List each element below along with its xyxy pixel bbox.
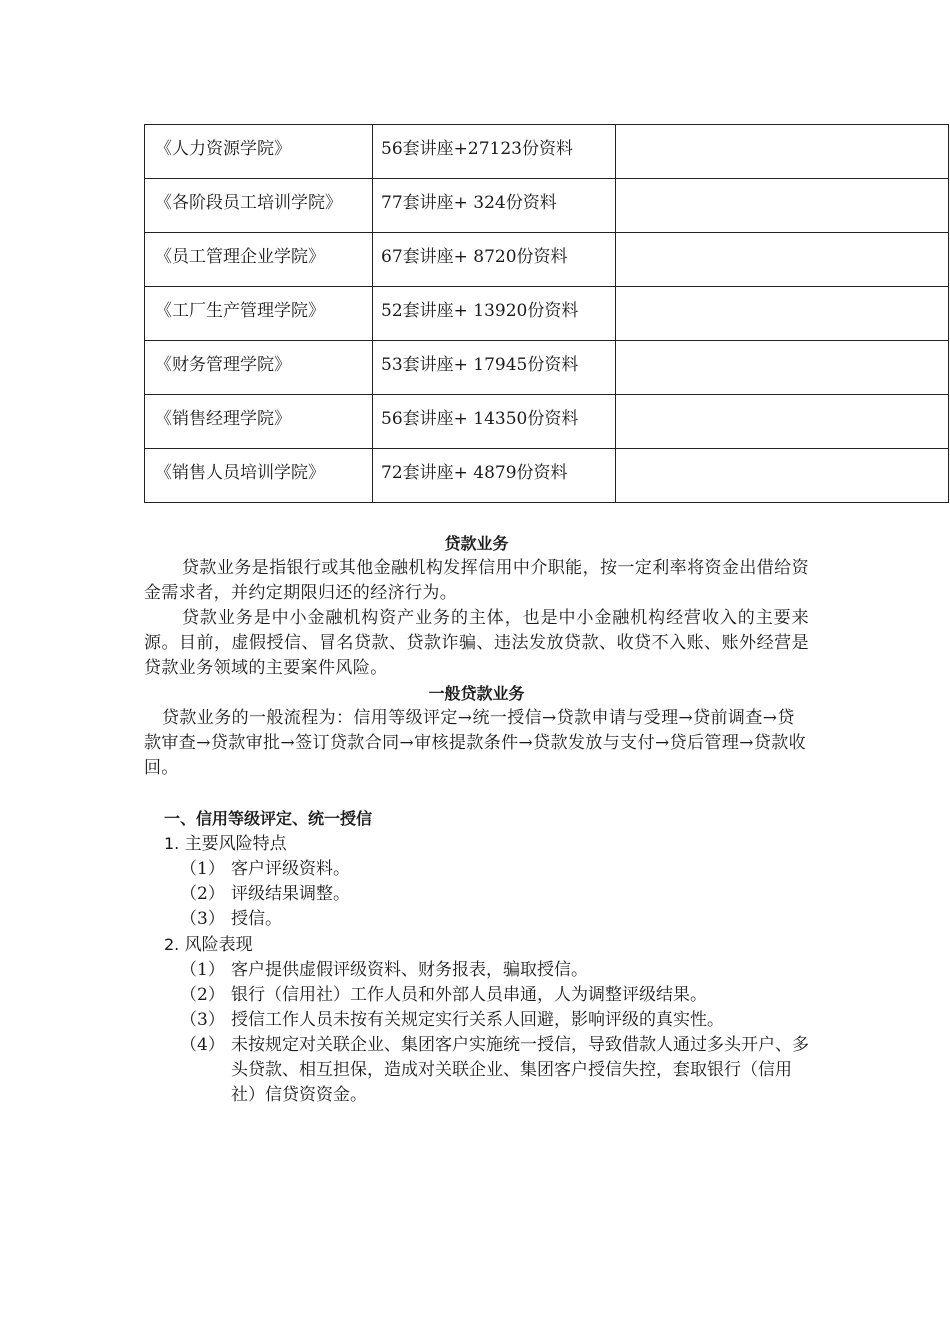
course-note [616,395,949,449]
course-name: 《人力资源学院》 [145,125,373,179]
table-row [145,233,949,287]
course-note [616,287,949,341]
list-marker: （3） [180,1010,225,1030]
course-content: 53套讲座+ 17945份资料 [373,341,616,395]
list-text: 授信。 [231,909,282,929]
course-table [144,124,949,503]
list-text: 未按规定对关联企业、集团客户实施统一授信，导致借款人通过多头开户、多头贷款、相互担保，造成对关联企业、集团客户授信失控，套取银行（信用社）信贷资资金。 [231,1035,809,1105]
document-body [144,531,809,1108]
list-text: 客户评级资料。 [231,859,350,879]
course-note [616,179,949,233]
subsection-heading [144,932,809,958]
list-text: 授信工作人员未按有关规定实行关系人回避，影响评级的真实性。 [231,1010,724,1030]
table-row [145,449,949,503]
course-content: 56套讲座+27123份资料 [373,125,616,179]
course-note [616,341,949,395]
table-row [145,341,949,395]
section-heading: 一、信用等级评定、统一授信 [164,809,373,828]
table-row [145,125,949,179]
subsection-heading [144,831,809,857]
course-name: 《各阶段员工培训学院》 [145,179,373,233]
paragraph: 贷款业务是指银行或其他金融机构发挥信用中介职能，按一定利率将资金出借给资金需求者，并约定期限归还的经济行为。 [144,558,809,603]
course-content: 67套讲座+ 8720份资料 [373,233,616,287]
table-row [145,395,949,449]
subsection-number: 1. [164,834,180,853]
list-text: 客户提供虚假评级资料、财务报表，骗取授信。 [231,960,588,980]
list-marker: （2） [180,884,225,904]
list-text: 银行（信用社）工作人员和外部人员串通，人为调整评级结果。 [231,985,707,1005]
course-name: 《工厂生产管理学院》 [145,287,373,341]
list-item [144,882,809,907]
section-title-general: 一般贷款业务 [428,684,525,703]
table-row [145,287,949,341]
list-item [144,983,809,1008]
list-marker: （3） [180,909,225,929]
course-content: 56套讲座+ 14350份资料 [373,395,616,449]
list-marker: （4） [180,1035,225,1055]
list-item [144,958,809,983]
subsection-number: 2. [164,935,180,954]
course-name: 《销售经理学院》 [145,395,373,449]
list-marker: （2） [180,985,225,1005]
list-item [144,1033,809,1108]
list-marker: （1） [180,960,225,980]
course-name: 《销售人员培训学院》 [145,449,373,503]
course-note [616,449,949,503]
course-content: 72套讲座+ 4879份资料 [373,449,616,503]
course-content: 52套讲座+ 13920份资料 [373,287,616,341]
course-name: 《财务管理学院》 [145,341,373,395]
subsection-title: 主要风险特点 [184,834,287,854]
course-content: 77套讲座+ 324份资料 [373,179,616,233]
list-item [144,857,809,882]
table-row [145,179,949,233]
course-note [616,233,949,287]
course-note [616,125,949,179]
course-name: 《员工管理企业学院》 [145,233,373,287]
list-marker: （1） [180,859,225,879]
blank-line [144,781,809,806]
list-item [144,907,809,932]
list-item [144,1008,809,1033]
paragraph: 贷款业务的一般流程为：信用等级评定→统一授信→贷款申请与受理→贷前调查→贷款审查→贷款审批→签订贷款合同→审核提款条件→贷款发放与支付→贷后管理→贷款收回。 [144,708,807,778]
section-title-loan: 贷款业务 [444,534,509,553]
list-text: 评级结果调整。 [231,884,350,904]
subsection-title: 风险表现 [184,935,253,955]
paragraph: 贷款业务是中小金融机构资产业务的主体，也是中小金融机构经营收入的主要来源。目前，虚假授信、冒名贷款、贷款诈骗、违法发放贷款、收贷不入账、账外经营是贷款业务领域的主要案件风险。 [144,608,809,678]
